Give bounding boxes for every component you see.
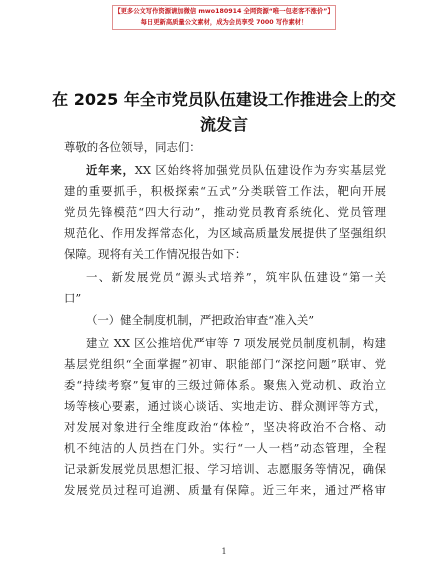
page-number: 1 [221,547,227,556]
intro-paragraph-line-3: 党员先锋模范“四大行动”，推动党员教育系统化、党员管理 [64,205,386,219]
para-2-line-3: 委“持续考察”复审的三级过筛体系。聚焦入党动机、政治立 [64,378,386,392]
promo-banner-line-1: 【更多公文写作资源请加微信 mwo180914 全网资源“唯一包老客不涨价”】 [114,8,334,15]
section-1-heading-line-1: 一、新发展党员“源头式培养”，筑牢队伍建设“第一关 [86,270,386,284]
subsection-1-heading: （一）健全制度机制，严把政治审查“准入关” [86,313,315,327]
para-2-line-6: 机不纯洁的人员挡在门外。实行“一人一档”动态管理，全程 [64,441,386,455]
salutation: 尊敬的各位领导，同志们： [64,140,201,154]
intro-paragraph-line-2: 建的重要抓手，积极探索“五式”分类联管工作法，靶向开展 [64,184,386,198]
para-2-line-8: 发展党员过程可追溯、质量有保障。近三年来，通过严格审 [64,483,386,497]
para-2-line-4: 场等核心要素，通过谈心谈话、实地走访、群众测评等方式， [64,399,386,413]
para-2-line-2: 基层党组织“全面掌握”初审、职能部门“深挖问题”联审、党 [64,357,386,371]
intro-lead-bold: 近年来， [86,163,135,177]
intro-paragraph-line-1 [86,163,386,177]
document-title-line-1: 在 2025 年全市党员队伍建设工作推进会上的交 [52,90,396,109]
para-2-line-1: 建立 XX 区公推培优严审等 7 项发展党员制度机制，构建 [86,336,386,350]
promo-banner-line-2: 每日更新高质量公文素材，成为会员享受 7000 写作素材！ [140,19,308,26]
para-2-line-7: 记录新发展党员思想汇报、学习培训、志愿服务等情况，确保 [64,462,386,476]
intro-paragraph-line-4: 规范化、作用发挥常态化，为区域高质量发展提供了坚强组织 [64,226,386,240]
intro-paragraph-line-5: 保障。现将有关工作情况报告如下： [64,247,247,261]
para-2-line-5: 对发展对象进行全维度政治“体检”，坚决将政治不合格、动 [64,420,386,434]
intro-text: XX 区始终将加强党员队伍建设作为夯实基层党 [134,163,386,177]
document-title-line-2: 流发言 [199,115,248,134]
section-1-heading-line-2: 口” [64,291,82,305]
